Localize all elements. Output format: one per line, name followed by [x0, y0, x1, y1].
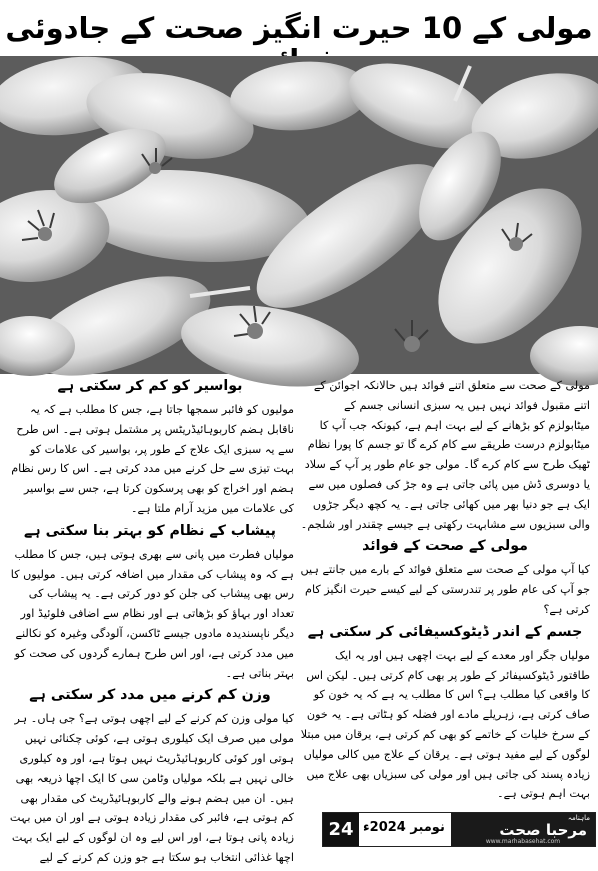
- urinary-paragraph: مولیاں فطرت میں پانی سے بھری ہوتی ہیں، جس کا مطلب ہے کہ وہ پیشاب کی مقدار میں اضافہ کرتی ہیں۔ مولیوں کا رس بھی پیشاب کی جلن کو دور کرتی ہے۔ یہ پیشاب کی تعداد اور بہاؤ کو بڑھاتی ہے اور نظام سے اضافی فلوئیڈ اور دیگر ناپسندیدہ مادوں جیسے ٹاکسن، آلودگی وغیرہ کو نکالنے میں مدد کرتی ہے، اور اس طرح ہمارے گردوں کی صحت کو بہتر بناتی ہے۔: [10, 547, 294, 680]
- detox-heading: جسم کے اندر ڈیٹوکسیفائی کر سکتی ہے: [307, 623, 583, 640]
- magazine-footer: [322, 812, 596, 847]
- website-url: www.marhabasehat.com: [485, 838, 561, 845]
- detox-paragraph: مولیاں جگر اور معدے کے لیے بہت اچھی ہیں اور یہ ایک طاقتور ڈیٹوکسیفائر کے طور پر بھی کام کرتی ہیں۔ لیکن اس کا واقعی کیا مطلب ہے؟ اس کا مطلب یہ ہے کہ یہ خون کو صاف کرتی ہے، زہریلے مادے اور فضلہ کو ہٹاتی ہے۔ یہ خون کے سرخ خلیات کے خاتمے کو بھی کم کرتی ہے، یرقان میں مبتلا لوگوں کے لیے مفید ہوتی ہے۔ یرقان کے علاج میں کالی مولیاں زیادہ پسند کی جاتی ہیں اور مولی کی سبزیاں بھی علاج میں بہت اہم ہوتی ہے۔: [300, 648, 590, 801]
- brand-name: مرحبا صحت: [499, 821, 587, 839]
- article-right-column: [300, 376, 590, 807]
- benefits-paragraph: کیا آپ مولی کے صحت سے متعلق فوائد کے بارے میں جانتے ہیں جو آپ کی عام طور پر تندرستی کے لیے کیسے حیرت انگیز کام کرتی ہے؟: [300, 563, 590, 616]
- page-number: 24: [323, 813, 359, 846]
- intro-paragraph: مولی کے صحت سے متعلق اتنے فوائد ہیں حالانکہ اجوائن کے اتنے مقبول فوائد نہیں ہیں یہ سبزی انسانی جسم کے میٹابولزم کو بڑھانے کے لیے بہت اہم ہے، کیونکہ جب آپ کا میٹابولزم درست طریقے سے کام کرے گا تو جسم کا پورا نظام ٹھیک طرح سے کام کرے گا۔ مولی جو عام طور پر آپ کے سلاد یا دوسری ڈش میں پائی جاتی ہے وہ جڑ کی فصلوں میں سے ایک ہے جو دنیا بھر میں کھائی جاتی ہے۔ یہ کچھ دیگر جڑوں والی سبزیوں سے مشابہت رکھتی ہے جیسے چقندر اور شلجم۔: [300, 379, 590, 531]
- piles-heading: بواسیر کو کم کر سکتی ہے: [57, 378, 243, 394]
- issue-info: [323, 813, 451, 846]
- radish-photo: [0, 56, 598, 374]
- issue-date: نومبر 2024ء: [363, 820, 445, 835]
- benefits-heading: مولی کے صحت کے فوائد: [362, 538, 528, 555]
- article-left-column: [6, 376, 294, 871]
- monthly-label: ماہنامہ: [567, 814, 590, 822]
- weight-heading: وزن کم کرنے میں مدد کر سکتی ہے: [29, 687, 271, 704]
- magazine-logo: [451, 813, 595, 846]
- urinary-heading: پیشاب کے نظام کو بہتر بنا سکتی ہے: [24, 522, 276, 539]
- piles-paragraph: مولیوں کو فائبر سمجھا جاتا ہے، جس کا مطلب ہے کہ یہ ناقابل ہضم کاربوہائیڈریٹس پر مشتمل ہوتی ہے۔ اس طرح سے یہ سبزی ایک علاج کے طور پر، بواسیر کی علامات کو بہت تیزی سے حل کرنے میں مدد کرتی ہے۔ اس کا رس نظام ہضم اور اخراج کو بھی پرسکون کرتا ہے، جس سے بواسیر کی علامات میں مزید آرام ملتا ہے۔: [11, 403, 294, 515]
- title-band: [0, 0, 598, 57]
- article-title: مولی کے 10 حیرت انگیز صحت کے جادوئی: [5, 11, 593, 45]
- weight-paragraph: کیا مولی وزن کم کرنے کے لیے اچھی ہوتی ہے؟ جی ہاں۔ ہر مولی میں صرف ایک کیلوری ہوتی ہے، کوئی چکنائی نہیں ہوتی اور کوئی کاربوہائیڈریٹ نہیں ہوتا ہے، اور وہ کیلوری خالی نہیں ہے بلکہ مولیاں وٹامن سی کا ایک اچھا ذریعہ بھی ہیں۔ ان میں ہضم ہونے والے کاربوہائیڈریٹ کی مقدار بھی کم ہوتی ہے، فائبر کی مقدار زیادہ ہوتی ہے اور ان میں بہت زیادہ پانی ہوتا ہے، اور اس لیے وہ ان لوگوں کے لیے ایک بہت اچھا غذائی انتخاب ہو سکتا ہے جو وزن کم کرنے کے لیے: [9, 712, 294, 864]
